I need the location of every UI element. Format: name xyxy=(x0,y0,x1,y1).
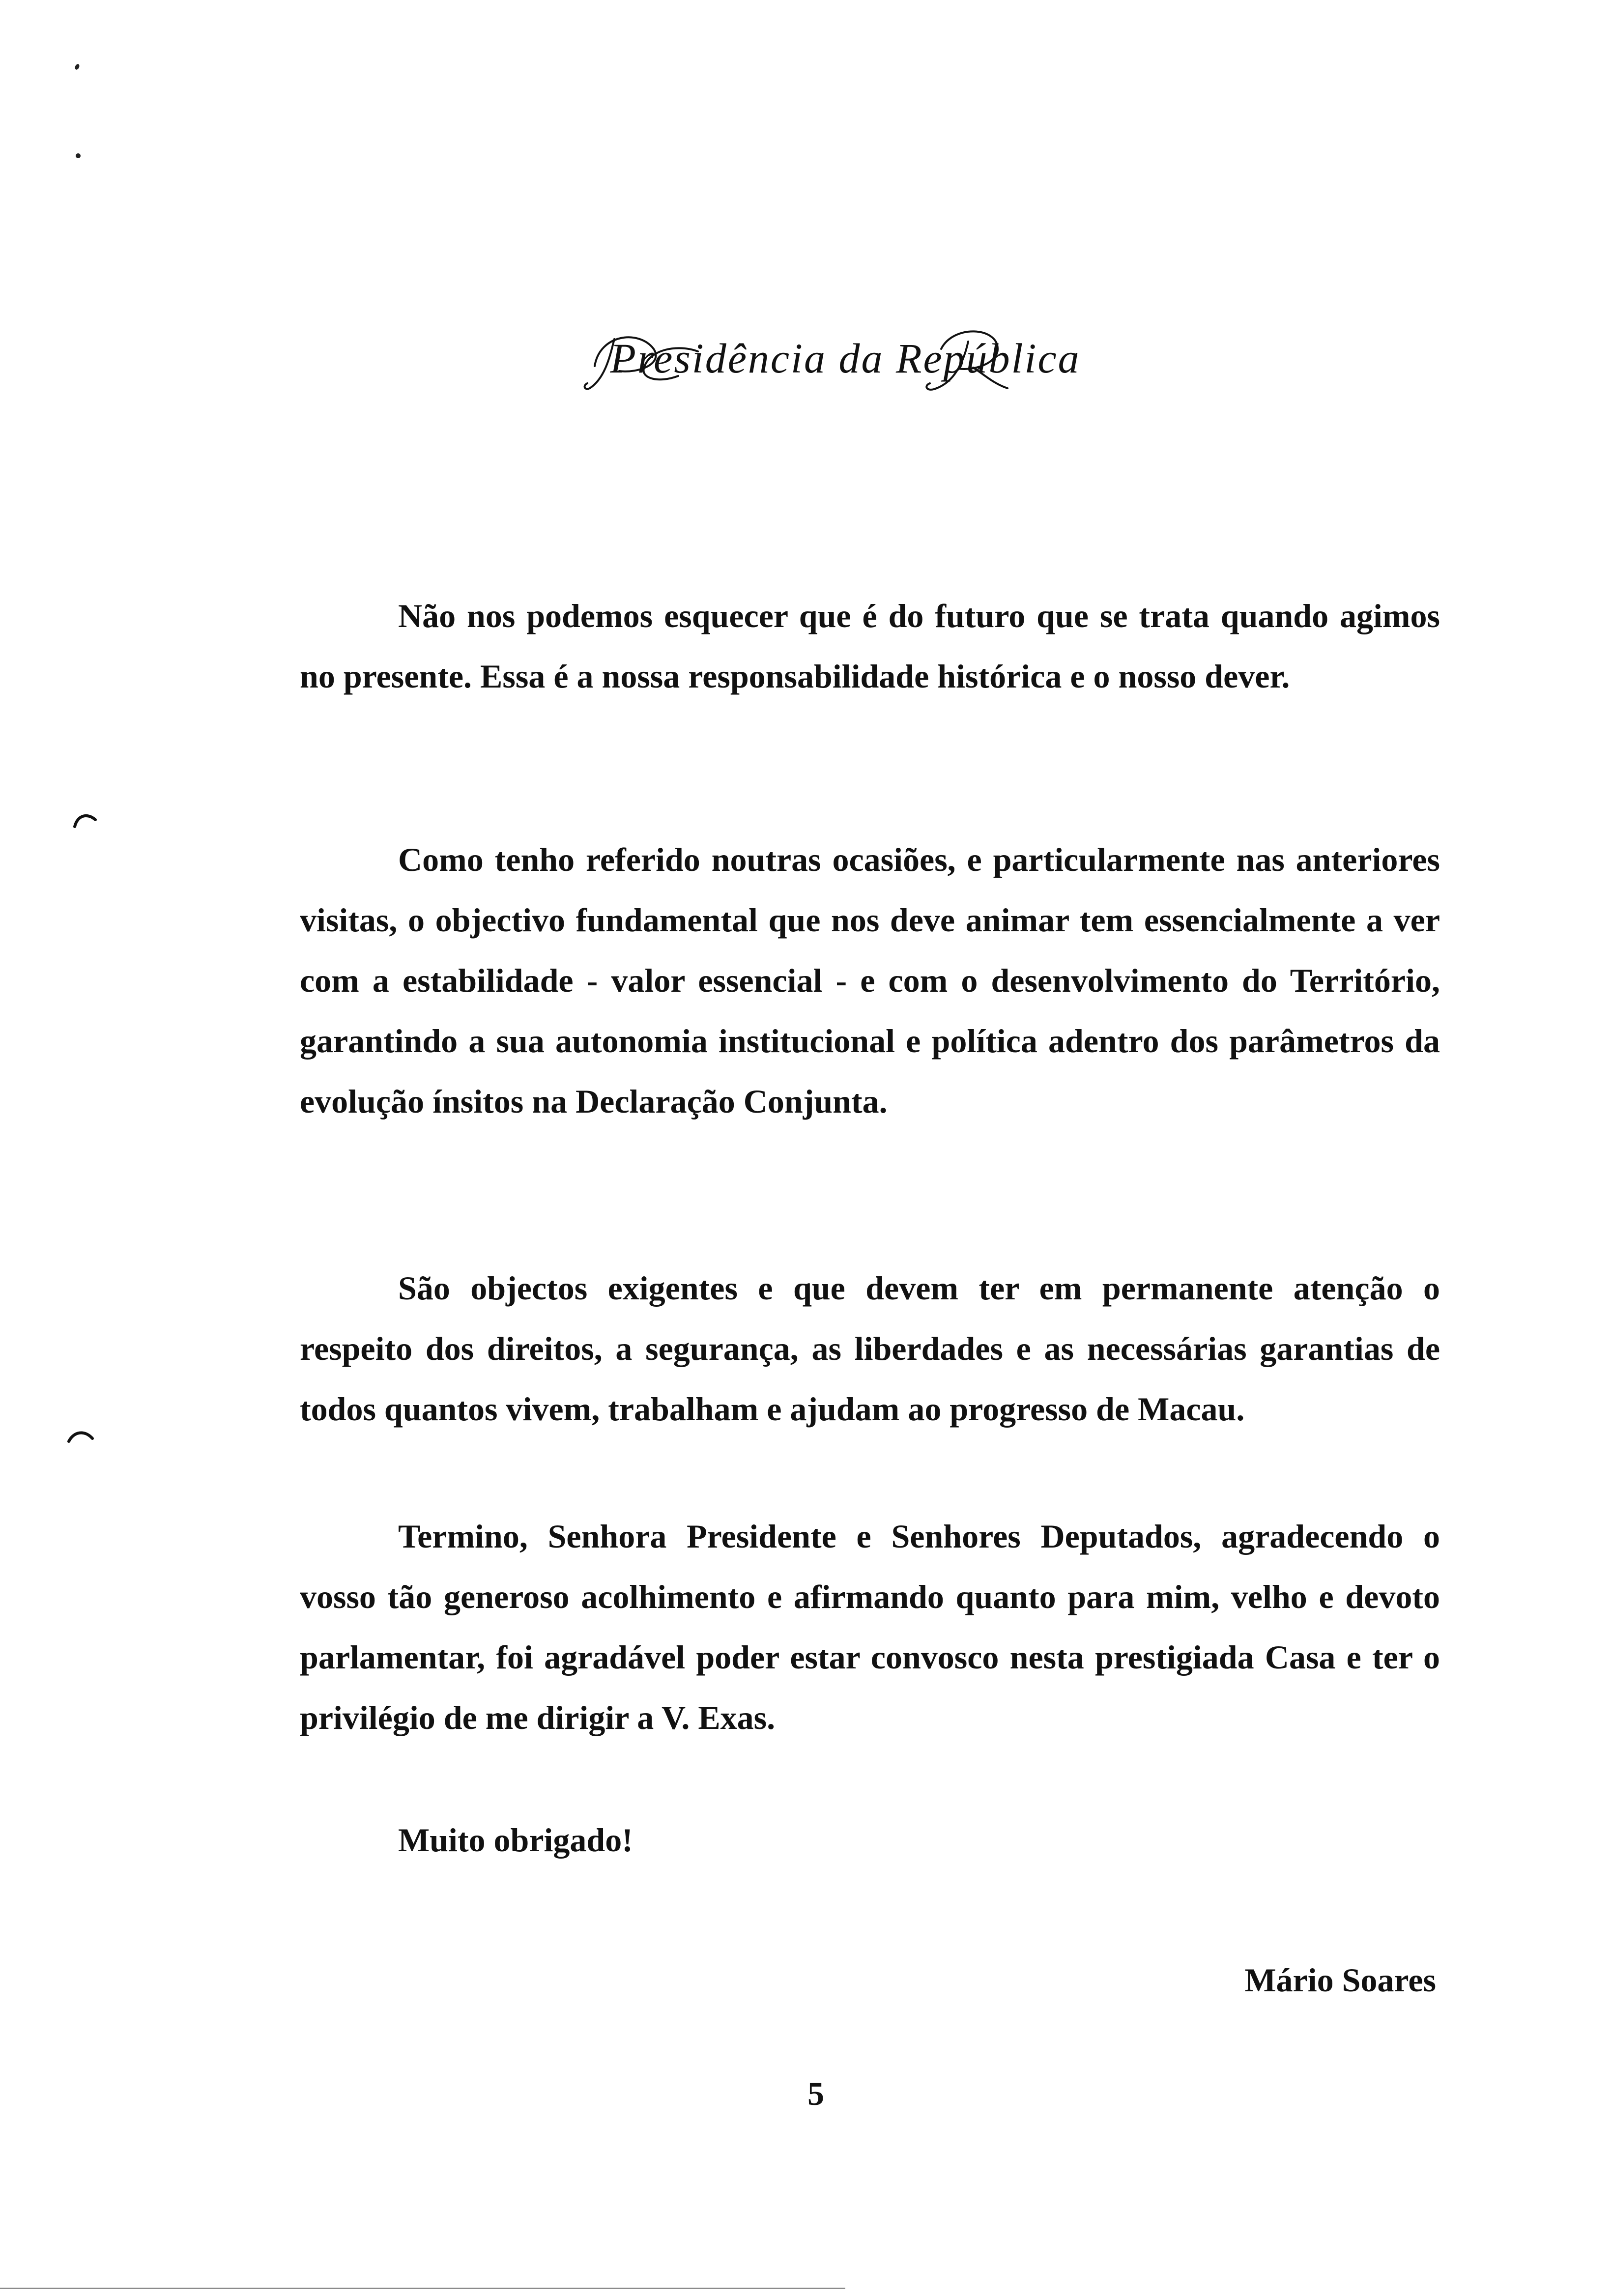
paragraph-text: São objectos exigentes e que devem ter em permanente atenção o respeito dos direitos, a segurança, as liberdades e as necessárias garantias de todos quantos vivem, trabalham e ajudam ao progresso de Macau. xyxy=(300,1269,1440,1428)
scan-speck-top xyxy=(74,63,81,71)
paragraph-stability xyxy=(300,830,1440,1132)
paragraph-text: Termino, Senhora Presidente e Senhores Deputados, agradecendo o vosso tão generoso acolhimento e afirmando quanto para mim, velho e devoto parlamentar, foi agradável poder estar convosco nesta prestigiada Casa e ter o privilégio de me dirigir a V. Exas. xyxy=(300,1518,1440,1736)
signature-name: Mário Soares xyxy=(1244,1961,1436,1999)
paragraph-text: Não nos podemos esquecer que é do futuro que se trata quando agimos no presente. Essa é a nossa responsabilidade histórica e o nosso dever. xyxy=(300,597,1440,695)
letterhead-script-logo xyxy=(580,315,1111,398)
paragraph-text: Como tenho referido noutras ocasiões, e particularmente nas anteriores visitas, o objectivo fundamental que nos deve animar tem essencialmente a ver com a estabilidade - valor essencial - e com o desenvolvimento do Território, garantindo a sua autonomia institucional e política adentro dos parâmetros da evolução ínsitos na Declaração Conjunta. xyxy=(300,841,1440,1120)
paragraph-rights xyxy=(300,1258,1440,1439)
letterhead-text: Presidência da República xyxy=(610,335,1081,382)
margin-mark-upper xyxy=(73,811,97,829)
scan-speck-second xyxy=(75,152,82,159)
bottom-scan-rule xyxy=(0,2288,845,2289)
closing-line: Muito obrigado! xyxy=(398,1821,633,1859)
page-number: 5 xyxy=(807,2075,824,2112)
paragraph-thanks xyxy=(300,1506,1440,1748)
margin-mark-lower xyxy=(67,1428,94,1444)
letterhead xyxy=(580,315,1111,398)
paragraph-future xyxy=(300,586,1440,707)
